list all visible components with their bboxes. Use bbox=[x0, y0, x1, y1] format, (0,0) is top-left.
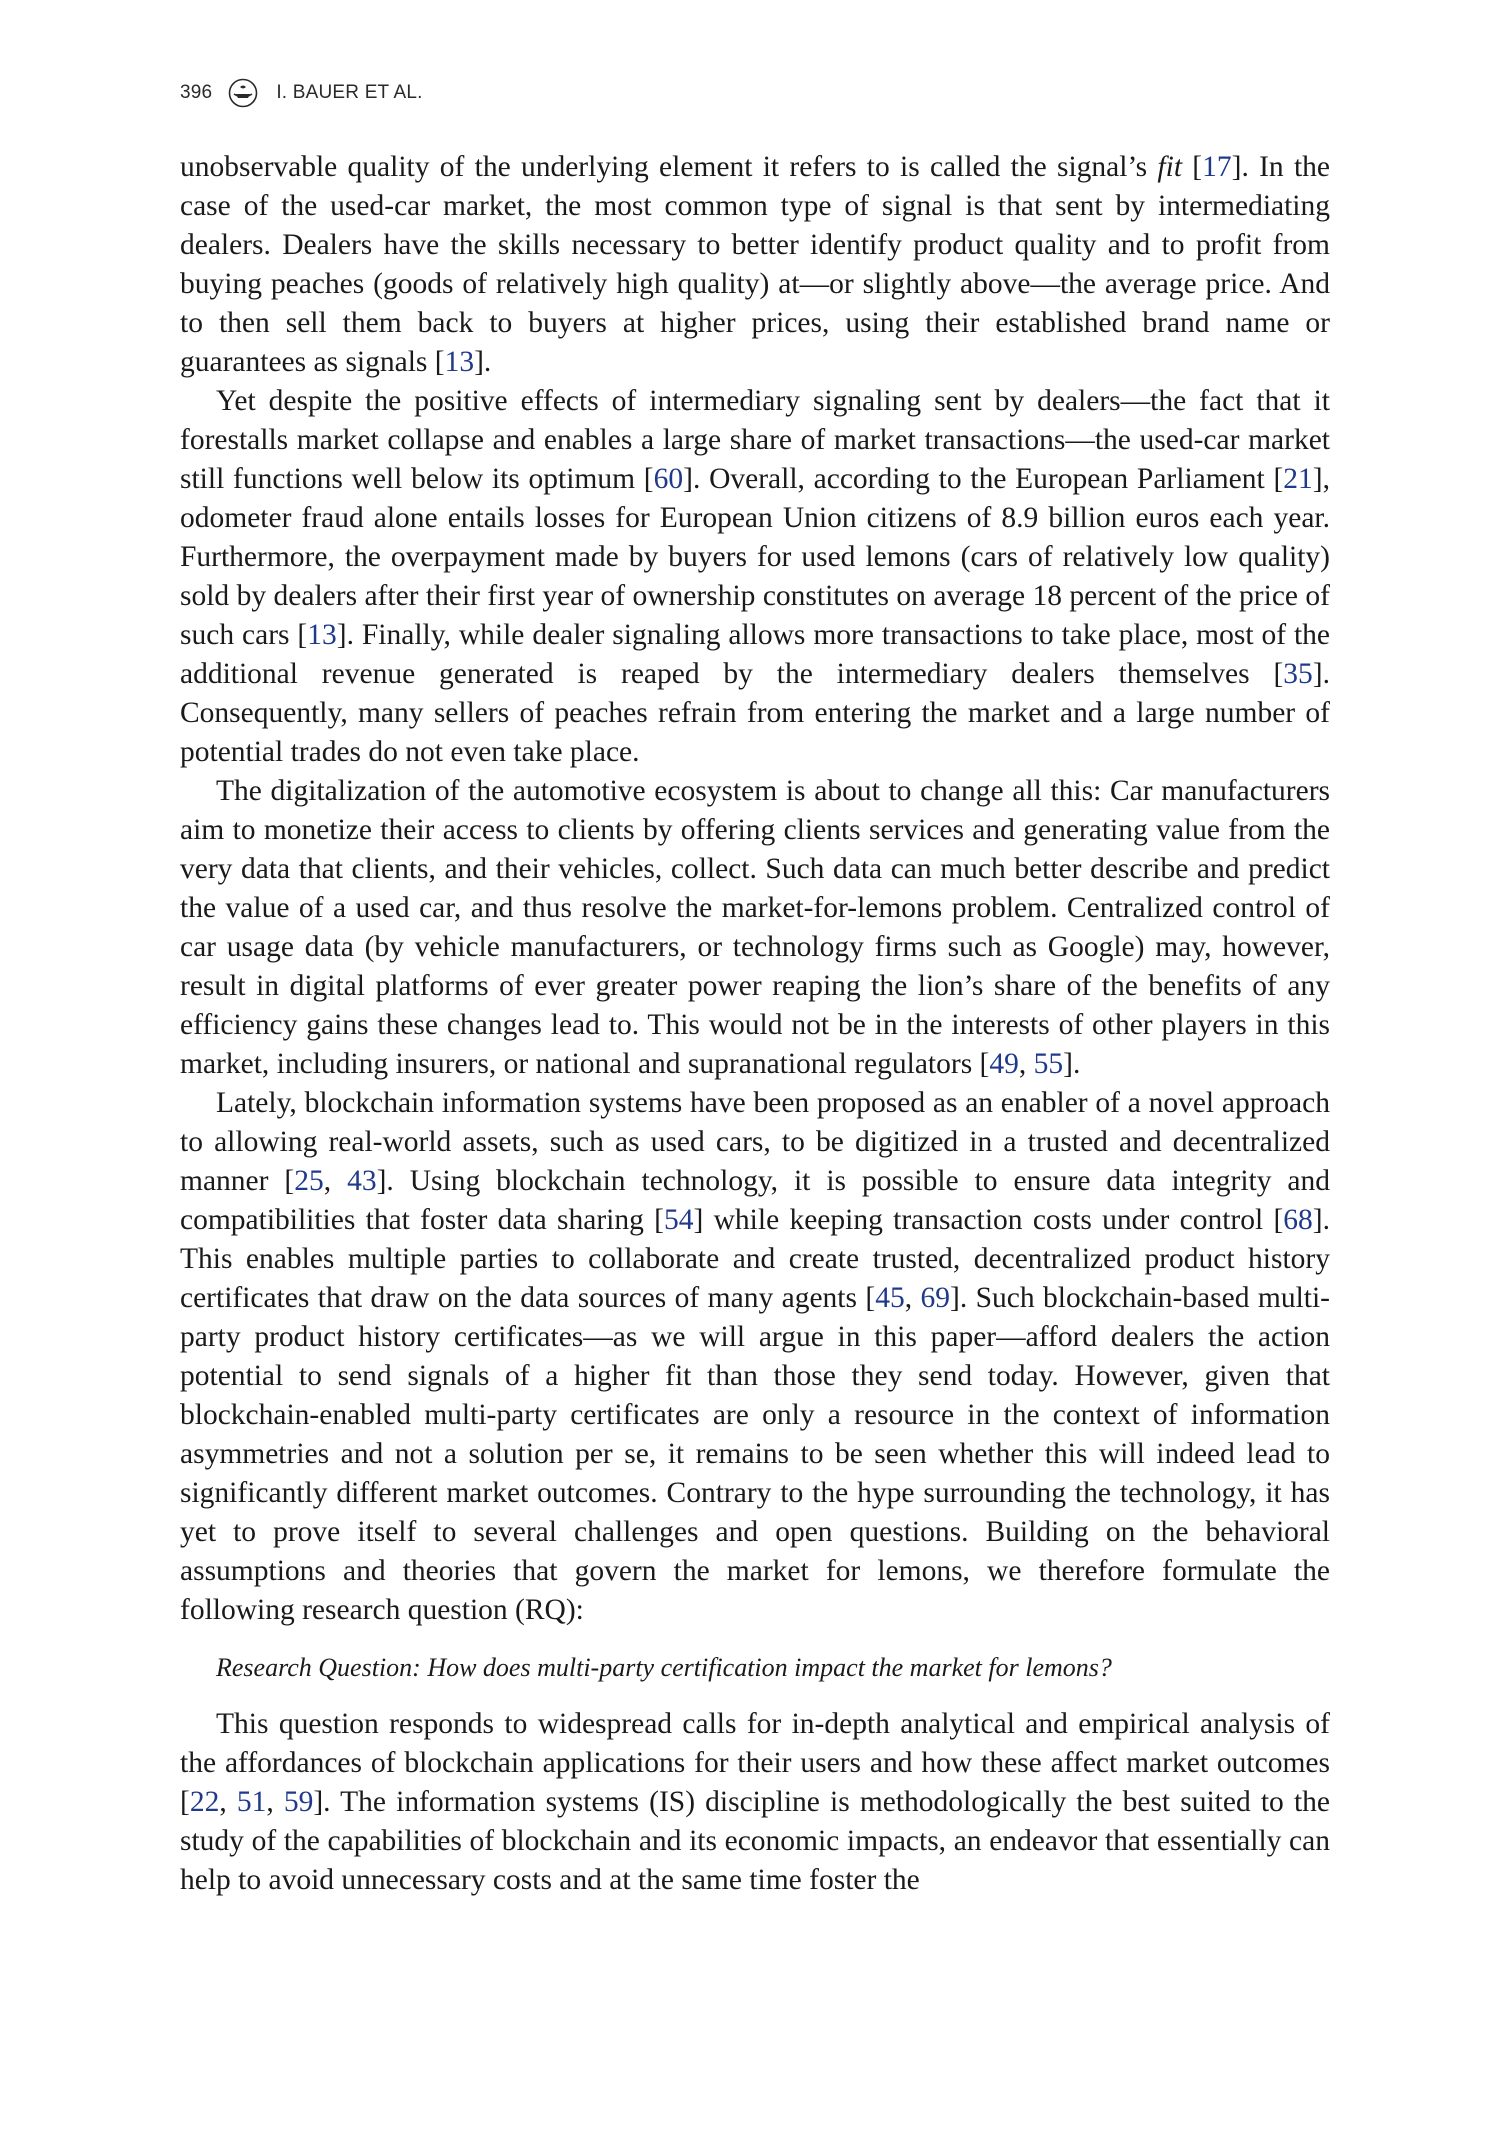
paragraph-text: ]. Consequently, many sellers of peaches refrain from entering the market and a large number of potential trades do not even take place. bbox=[180, 658, 1330, 768]
citation-link[interactable]: 13 bbox=[444, 346, 475, 378]
paragraph-text: Lately, blockchain information systems have been proposed as an enabler of a novel approach to allowing real-world assets, such as used cars, to be digitized in a trusted and decentralized manner [ bbox=[180, 1087, 1330, 1197]
citation-link[interactable]: 51 bbox=[236, 1786, 267, 1818]
citation-link[interactable]: 54 bbox=[664, 1204, 694, 1236]
body-paragraph bbox=[180, 772, 1330, 1084]
paragraph-text: ], odometer fraud alone entails losses for European Union citizens of 8.9 billion euros each year. Furthermore, the overpayment made by buyers for used lemons (cars of relatively low quality) sold by dealers after their first year of ownership constitutes on average 18 percent of the price of such cars [ bbox=[180, 463, 1330, 651]
paragraph-text: unobservable quality of the underlying element it refers to is called the signal’s bbox=[180, 151, 1158, 183]
paragraph-text: This question responds to widespread calls for in-depth analytical and empirical analysis of the affordances of blockchain applications for their users and how these affect market outcomes [ bbox=[180, 1708, 1330, 1818]
citation-link[interactable]: 68 bbox=[1283, 1204, 1313, 1236]
citation-link[interactable]: 55 bbox=[1033, 1048, 1064, 1080]
paragraph-text: Research Question: How does multi-party certification impact the market for lemons? bbox=[216, 1653, 1112, 1682]
citation-link[interactable]: 17 bbox=[1202, 151, 1232, 183]
citation-link[interactable]: 13 bbox=[307, 619, 337, 651]
citation-link[interactable]: 22 bbox=[189, 1786, 220, 1818]
citation-link[interactable]: 45 bbox=[875, 1282, 905, 1314]
publisher-logo-icon bbox=[228, 78, 258, 108]
citation-link[interactable]: 59 bbox=[283, 1786, 314, 1818]
running-head-authors: I. BAUER ET AL. bbox=[276, 82, 423, 103]
paragraph-text: ]. Finally, while dealer signaling allows more transactions to take place, most of the additional revenue generated is reaped by the intermediary dealers themselves [ bbox=[180, 619, 1331, 690]
citation-link[interactable]: 25 bbox=[294, 1165, 324, 1197]
research-question bbox=[216, 1648, 1330, 1687]
paragraph-text: ]. In the case of the used-car market, the most common type of signal is that sent by intermediating dealers. Dealers have the skills necessary to better identify product quality and to profit from buying peaches (goods of relatively high quality) at—or slightly above—the average price. And to then sell them back to buyers at higher prices, using their established brand name or guarantees as signals [ bbox=[180, 151, 1330, 378]
citation-link[interactable]: 69 bbox=[920, 1282, 951, 1314]
body-paragraph bbox=[180, 1084, 1330, 1630]
paragraph-text: ]. Such blockchain-based multi-party product history certificates—as we will argue in this paper—afford dealers the action potential to send signals of a higher fit than those they send today. However, given that blockchain-enabled multi-party certificates are only a resource in the context of information asymmetries and not a solution per se, it remains to be seen whether this will indeed lead to significantly different market outcomes. Contrary to the hype surrounding the technology, it has yet to prove itself to several challenges and open questions. Building on the behavioral assumptions and theories that govern the market for lemons, we therefore formulate the following research question (RQ): bbox=[180, 1282, 1330, 1626]
body-paragraph bbox=[180, 382, 1330, 772]
citation-link[interactable]: 60 bbox=[653, 463, 684, 495]
running-head bbox=[180, 78, 423, 108]
citation-link[interactable]: 35 bbox=[1283, 658, 1313, 690]
paragraph-text: ]. This enables multiple parties to collaborate and create trusted, decentralized product history certificates that draw on the data sources of many agents [ bbox=[180, 1204, 1330, 1314]
paragraph-text: [ bbox=[1182, 151, 1203, 183]
paragraph-text: , bbox=[904, 1282, 921, 1314]
body-paragraph bbox=[180, 148, 1330, 382]
paragraph-text: Yet despite the positive effects of intermediary signaling sent by dealers—the fact that it forestalls market collapse and enables a large share of market transactions—the used-car market still functions well below its optimum [ bbox=[180, 385, 1330, 495]
body-paragraph bbox=[180, 1705, 1330, 1900]
paragraph-text: ]. The information systems (IS) discipline is methodologically the best suited to the study of the capabilities of blockchain and its economic impacts, an endeavor that essentially can help to avoid unnecessary costs and at the same time foster the bbox=[180, 1786, 1330, 1896]
paragraph-text: ] while keeping transaction costs under control [ bbox=[693, 1204, 1284, 1236]
emphasis-text: fit bbox=[1157, 151, 1183, 183]
paragraph-text: , bbox=[266, 1786, 284, 1818]
paragraph-text: , bbox=[219, 1786, 237, 1818]
paragraph-text: ]. bbox=[1063, 1048, 1081, 1080]
paragraph-text: The digitalization of the automotive ecosystem is about to change all this: Car manufacturers aim to monetize their access to clients by offering clients services and generating value from the very data that clients, and their vehicles, collect. Such data can much better describe and predict the value of a used car, and thus resolve the market-for-lemons problem. Centralized control of car usage data (by vehicle manufacturers, or technology firms such as Google) may, however, result in digital platforms of ever greater power reaping the lion’s share of the benefits of any efficiency gains these changes lead to. This would not be in the interests of other players in this market, including insurers, or national and supranational regulators [ bbox=[180, 775, 1330, 1080]
page-number: 396 bbox=[180, 82, 213, 103]
paragraph-text: ]. Using blockchain technology, it is possible to ensure data integrity and compatibilities that foster data sharing [ bbox=[180, 1165, 1331, 1236]
citation-link[interactable]: 43 bbox=[347, 1165, 377, 1197]
citation-link[interactable]: 49 bbox=[989, 1048, 1019, 1080]
citation-link[interactable]: 21 bbox=[1283, 463, 1313, 495]
paragraph-text: ]. bbox=[474, 346, 492, 378]
article-body bbox=[180, 148, 1330, 1900]
paragraph-text: , bbox=[323, 1165, 348, 1197]
paragraph-text: ]. Overall, according to the European Parliament [ bbox=[683, 463, 1284, 495]
paragraph-text: , bbox=[1018, 1048, 1034, 1080]
